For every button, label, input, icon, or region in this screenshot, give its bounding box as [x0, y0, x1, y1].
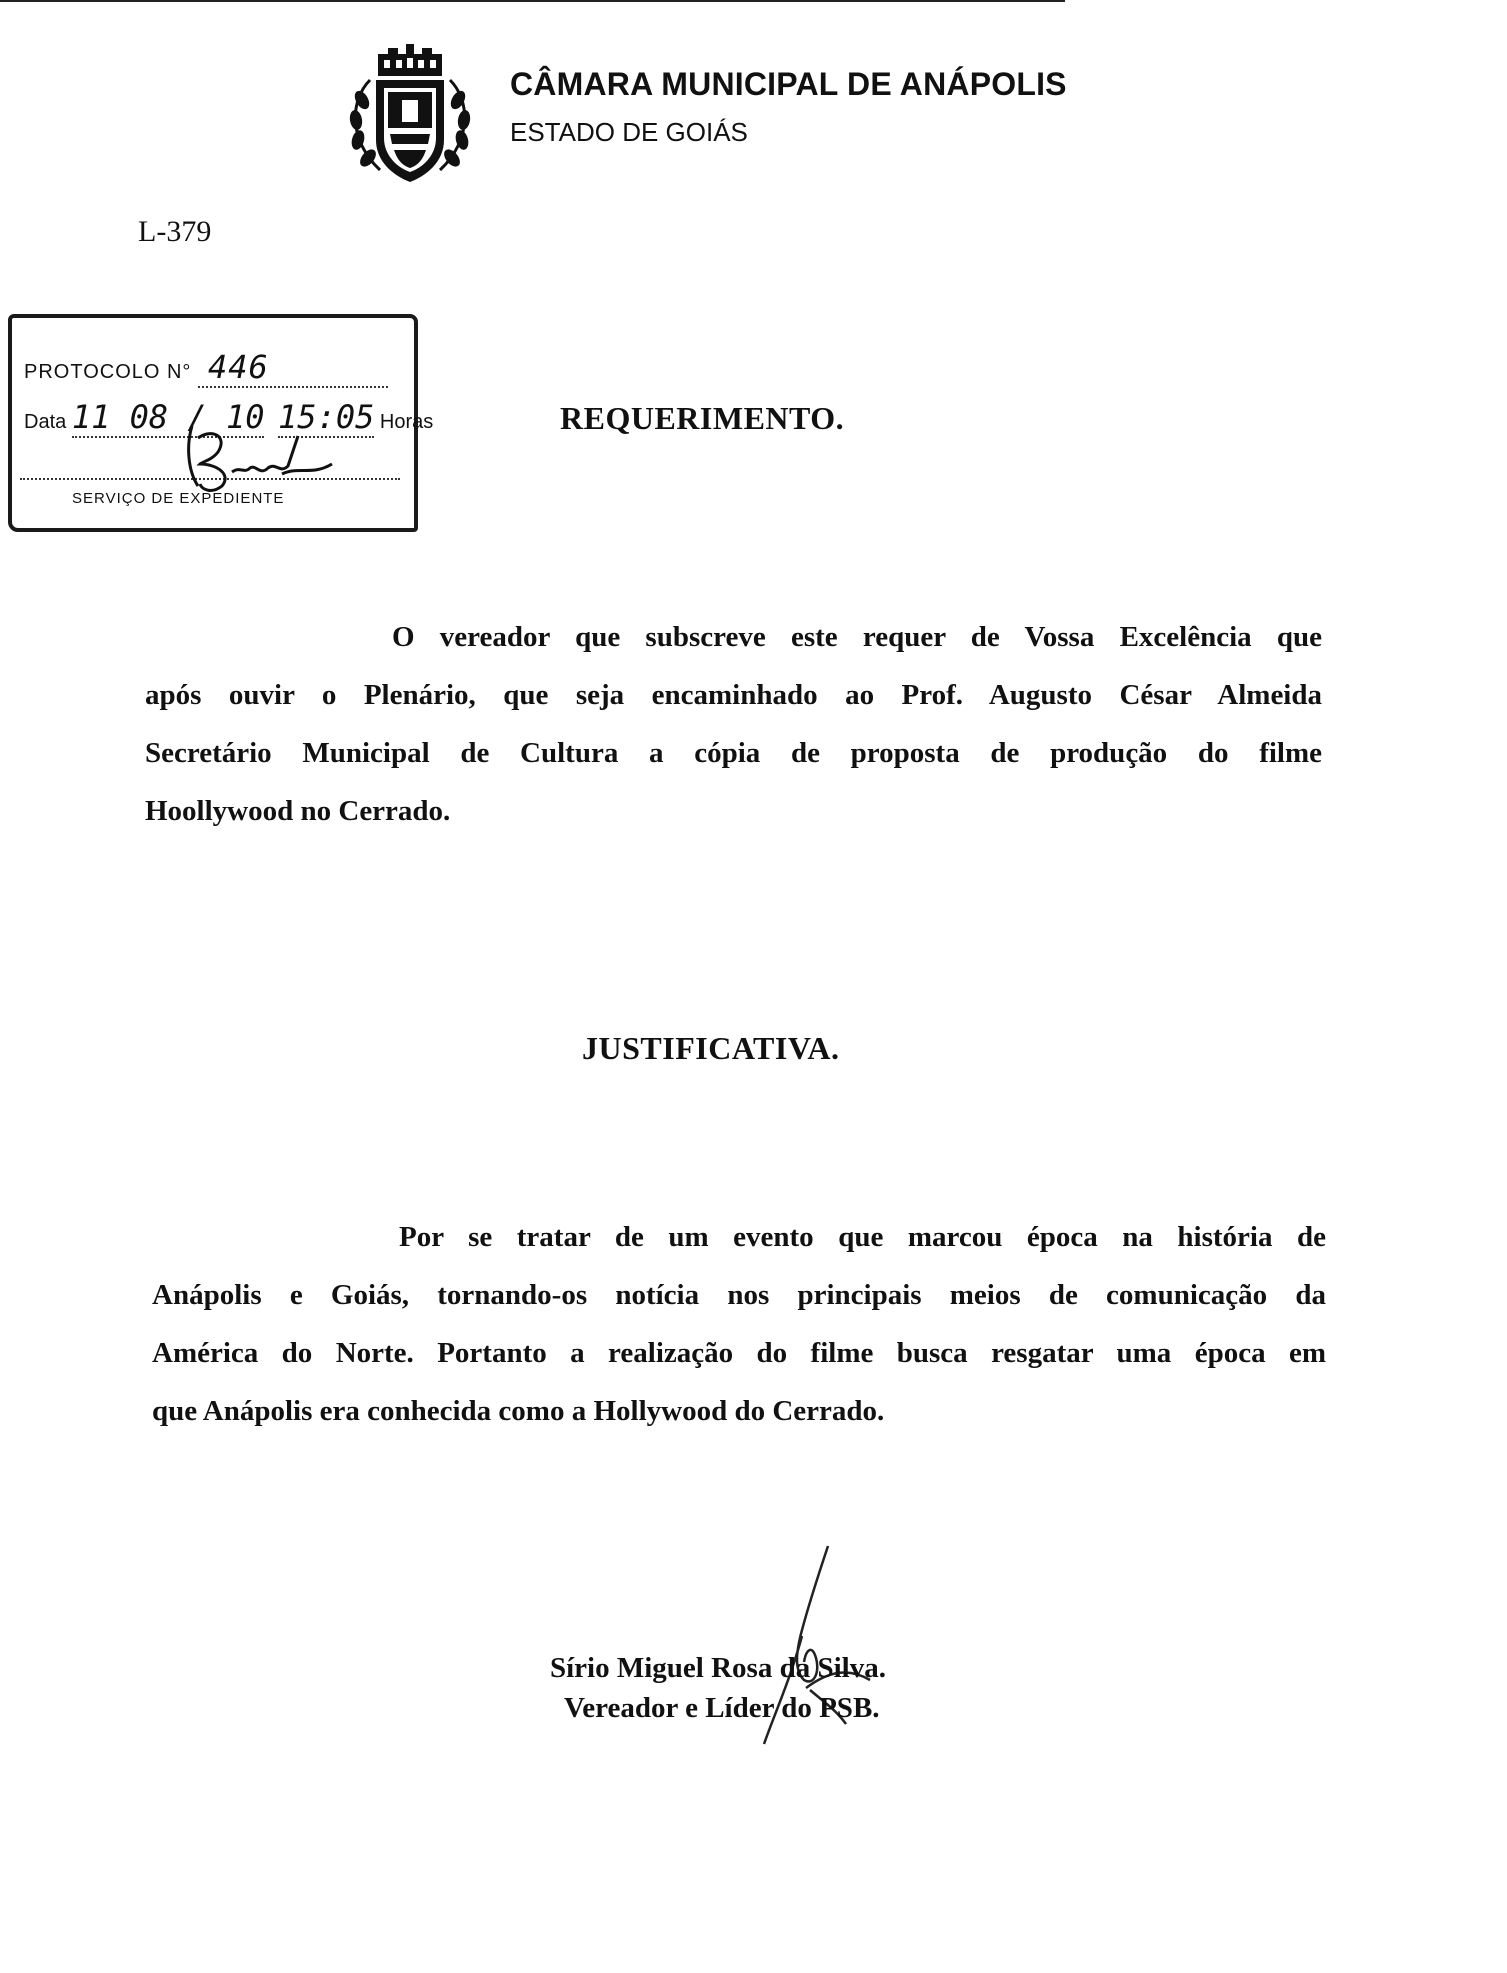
- requerimento-line: Secretário Municipal de Cultura a cópia de proposta de produção do filme: [145, 737, 1322, 769]
- stamp-date-label: Data: [24, 411, 67, 433]
- requerimento-line: O vereador que subscreve este requer de Vossa Excelência que: [392, 621, 1322, 653]
- justificativa-line: que Anápolis era conhecida como a Hollywood do Cerrado.: [152, 1395, 885, 1427]
- requerimento-title: REQUERIMENTO.: [560, 400, 845, 436]
- requerimento-line: após ouvir o Plenário, que seja encaminhado ao Prof. Augusto César Almeida: [145, 679, 1322, 711]
- organization-name: CÂMARA MUNICIPAL DE ANÁPOLIS: [510, 66, 1067, 102]
- stamp-time-value: 15:05: [278, 398, 375, 436]
- stamp-protocol-number-field: [198, 348, 388, 388]
- justificativa-body: [152, 1208, 1326, 1440]
- requerimento-body: [145, 608, 1322, 840]
- requerimento-line: Hoollywood no Cerrado.: [145, 795, 451, 827]
- stamp-protocol-number: 446: [208, 348, 269, 386]
- municipal-crest-icon: [340, 40, 480, 190]
- stamp-footer: SERVIÇO DE EXPEDIENTE: [72, 490, 285, 507]
- stamp-date-value: 11 08 / 10: [71, 398, 265, 436]
- top-rule: [0, 0, 1065, 2]
- justificativa-line: Anápolis e Goiás, tornando-os notícia nos principais meios de comunicação da: [152, 1279, 1326, 1311]
- justificativa-title: JUSTIFICATIVA.: [582, 1030, 840, 1066]
- stamp-protocol-label: PROTOCOLO N°: [24, 361, 192, 383]
- protocol-stamp: [8, 314, 434, 532]
- stamp-protocol-row: [24, 348, 388, 388]
- signature-block: [550, 1648, 886, 1728]
- reference-code: L-379: [138, 215, 212, 248]
- signer-name: Sírio Miguel Rosa da Silva.: [550, 1652, 886, 1684]
- stamp-hours-label: Horas: [379, 411, 434, 433]
- justificativa-line: Por se tratar de um evento que marcou época na história de: [399, 1221, 1326, 1253]
- organization-state: ESTADO DE GOIÁS: [510, 117, 748, 147]
- signer-role: Vereador e Líder do PSB.: [564, 1692, 880, 1724]
- justificativa-line: América do Norte. Portanto a realização do filme busca resgatar uma época em: [152, 1337, 1326, 1369]
